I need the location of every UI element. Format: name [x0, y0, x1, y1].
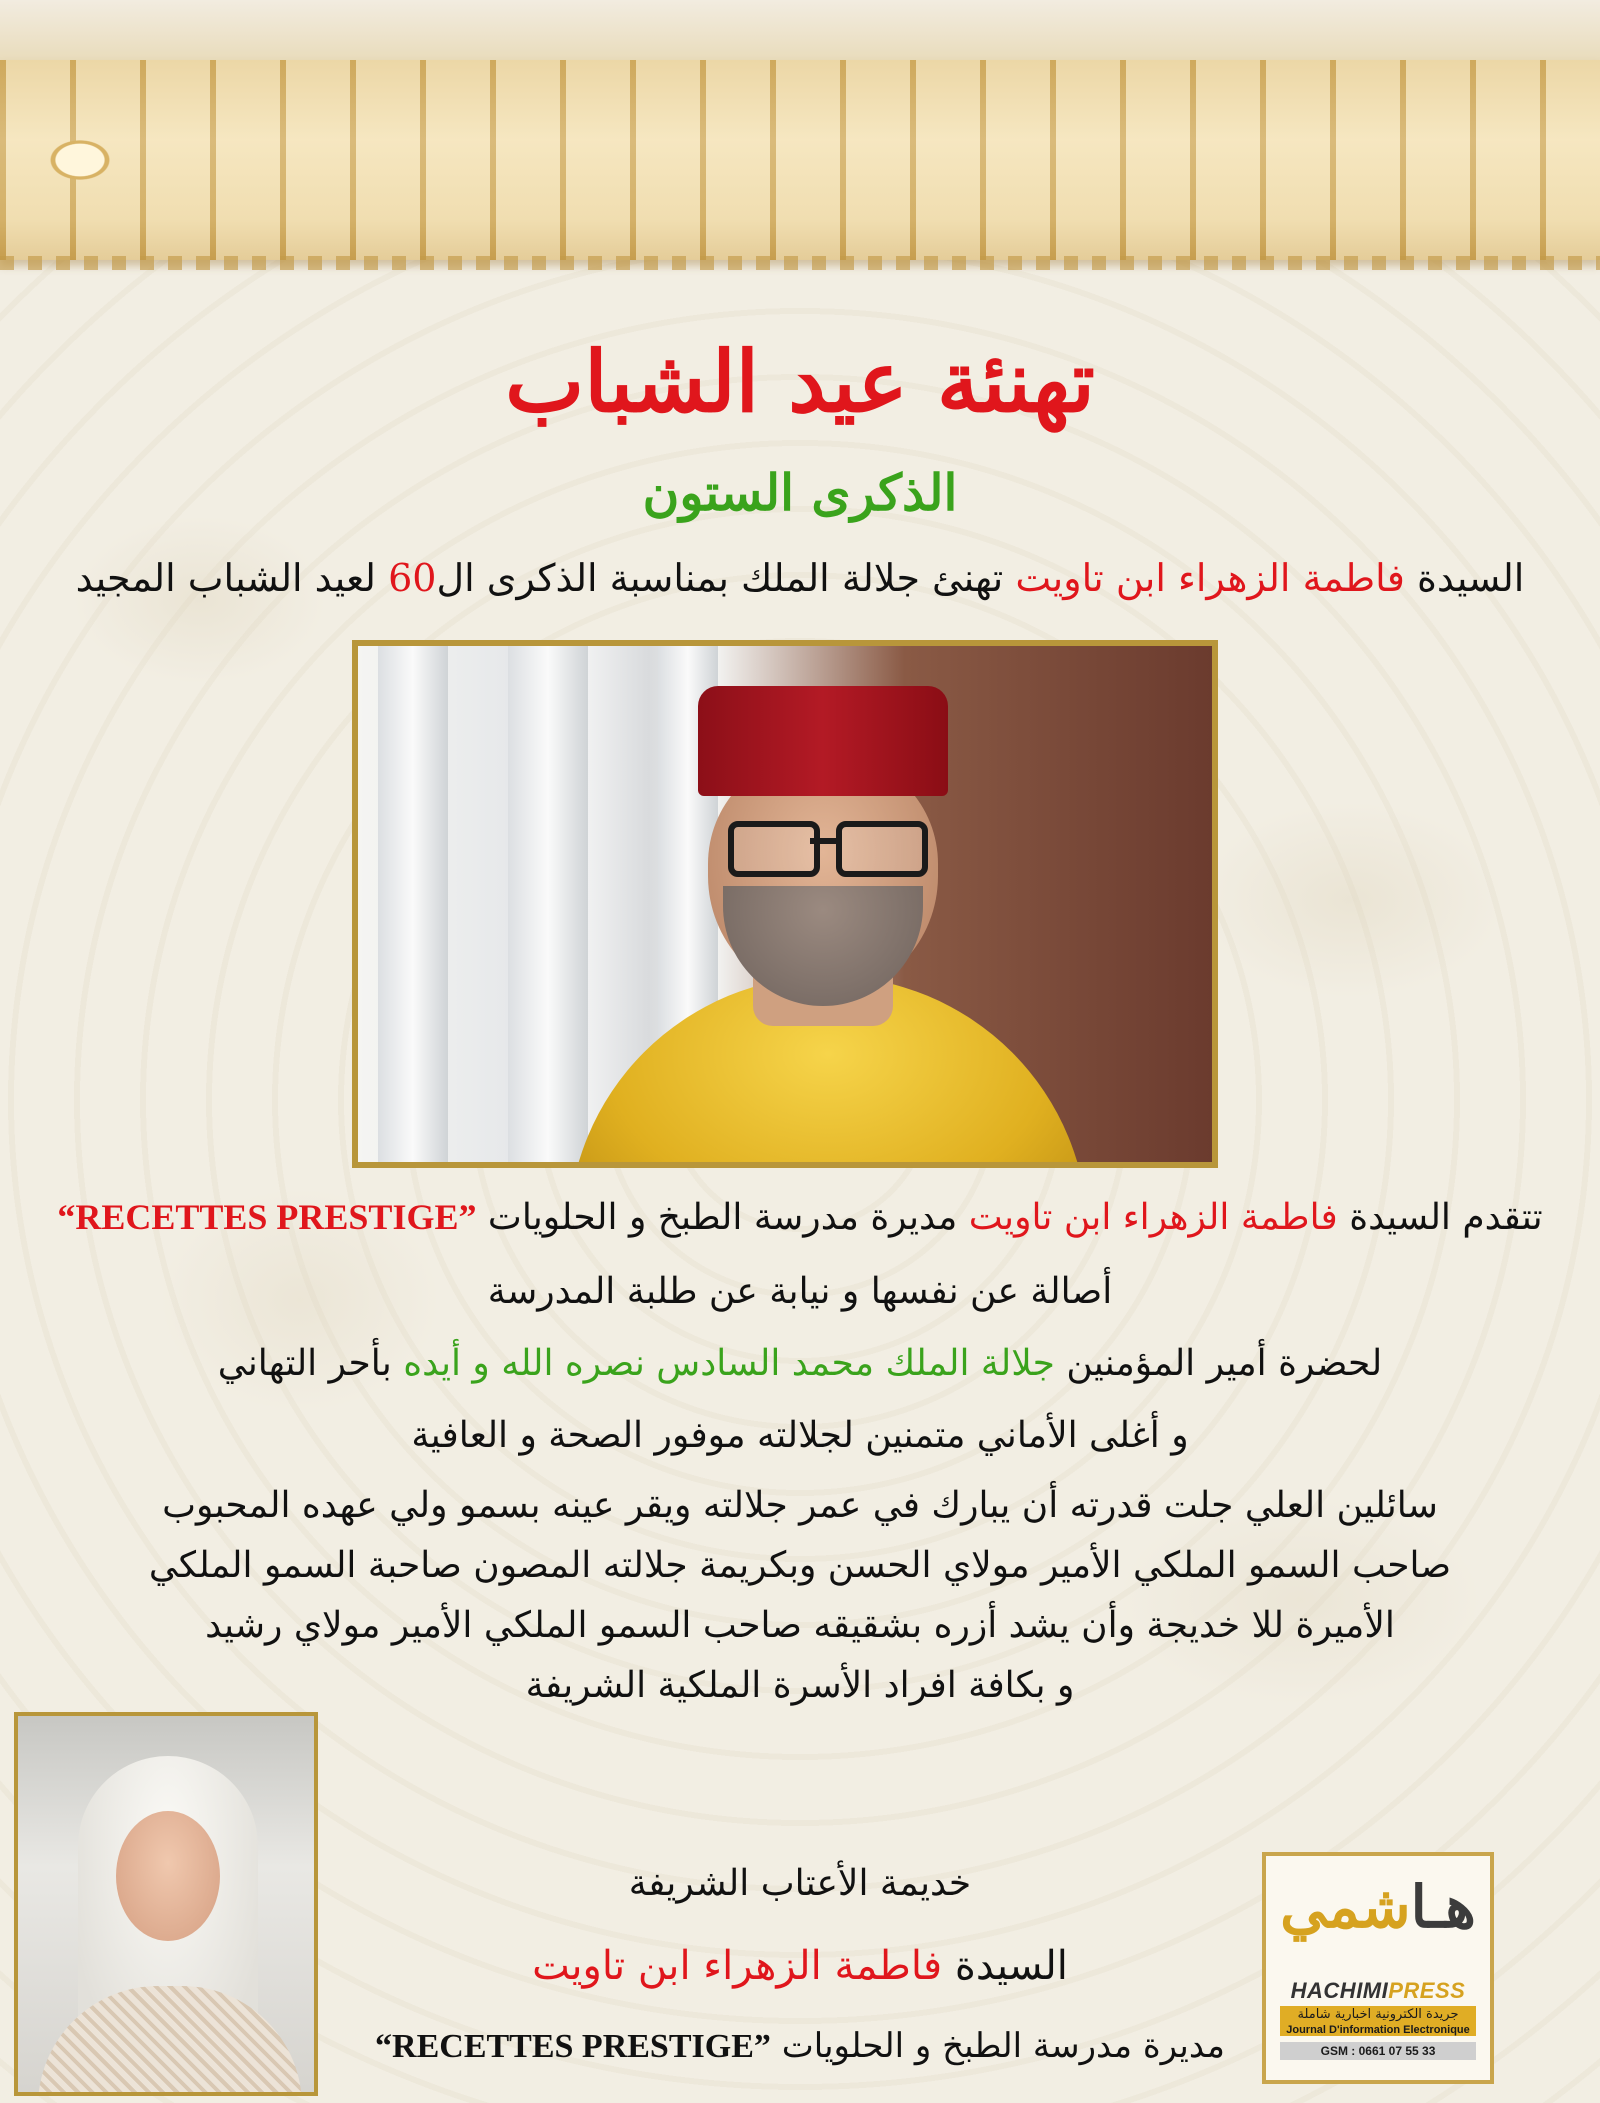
logo-gsm: GSM : 0661 07 55 33 — [1280, 2042, 1476, 2060]
intro-name: فاطمة الزهراء ابن تاويت — [1015, 556, 1405, 600]
signature-name: فاطمة الزهراء ابن تاويت — [532, 1943, 943, 1989]
banner-edge-decoration — [0, 256, 1600, 270]
message-line-8: و بكافة افراد الأسرة الملكية الشريفة — [525, 1665, 1075, 1706]
logo-arabic: هـاشمي — [1280, 1873, 1476, 1941]
intro-middle: تهنئ جلالة الملك بمناسبة الذكرى ال — [436, 556, 1004, 600]
message-name: فاطمة الزهراء ابن تاويت — [968, 1197, 1338, 1238]
page-title: تهنئة عيد الشباب — [505, 332, 1095, 431]
message-line-2: أصالة عن نفسها و نيابة عن طلبة المدرسة — [487, 1271, 1113, 1312]
king-photo — [352, 640, 1218, 1168]
intro-prefix: السيدة — [1417, 556, 1525, 600]
logo-tagline-french: Journal D'information Electronique — [1286, 2024, 1470, 2036]
signature-role: مديرة مدرسة الطبخ و الحلويات — [781, 2026, 1225, 2066]
signature-line-1: خديمة الأعتاب الشريفة — [628, 1863, 972, 1904]
logo-tagline-arabic: جريدة الكترونية اخبارية شاملة — [1297, 2007, 1459, 2022]
message-line-3-suffix: بأحر التهاني — [217, 1343, 392, 1384]
message-brand: “RECETTES PRESTIGE” — [57, 1197, 477, 1237]
message-role: مديرة مدرسة الطبخ و الحلويات — [487, 1197, 958, 1238]
message-line-7: الأميرة للا خديجة وأن يشد أزره بشقيقه صاحب السمو الملكي الأمير مولاي رشيد — [205, 1605, 1395, 1646]
message-line-5: سائلين العلي جلت قدرته أن يبارك في عمر جلالته ويقر عينه بسمو ولي عهده المحبوب — [162, 1485, 1438, 1526]
message-line-3 — [0, 1342, 1600, 1385]
intro-line — [50, 556, 1550, 602]
ornamental-banner — [0, 60, 1600, 260]
message-line-6: صاحب السمو الملكي الأمير مولاي الحسن وبكريمة جلالته المصون صاحبة السمو الملكي — [148, 1545, 1452, 1586]
page-subtitle: الذكرى الستون — [642, 463, 958, 522]
message-line-4: و أغلى الأماني متمنين لجلالته موفور الصحة و العافية — [411, 1415, 1189, 1456]
hachimi-press-logo — [1262, 1852, 1494, 2084]
intro-number: 60 — [388, 556, 437, 600]
logo-wordmark: HACHIMIPRESS — [1290, 1978, 1466, 2003]
message-prefix: تتقدم السيدة — [1349, 1197, 1543, 1238]
signature-brand: “RECETTES PRESTIGE” — [375, 2028, 771, 2065]
message-line-3-prefix: لحضرة أمير المؤمنين — [1066, 1343, 1383, 1384]
message-king-name: جلالة الملك محمد السادس نصره الله و أيده — [403, 1343, 1055, 1384]
intro-suffix: لعيد الشباب المجيد — [75, 556, 377, 600]
message-line-1 — [0, 1196, 1600, 1239]
signature-prefix: السيدة — [954, 1943, 1068, 1989]
top-strip — [0, 0, 1600, 60]
